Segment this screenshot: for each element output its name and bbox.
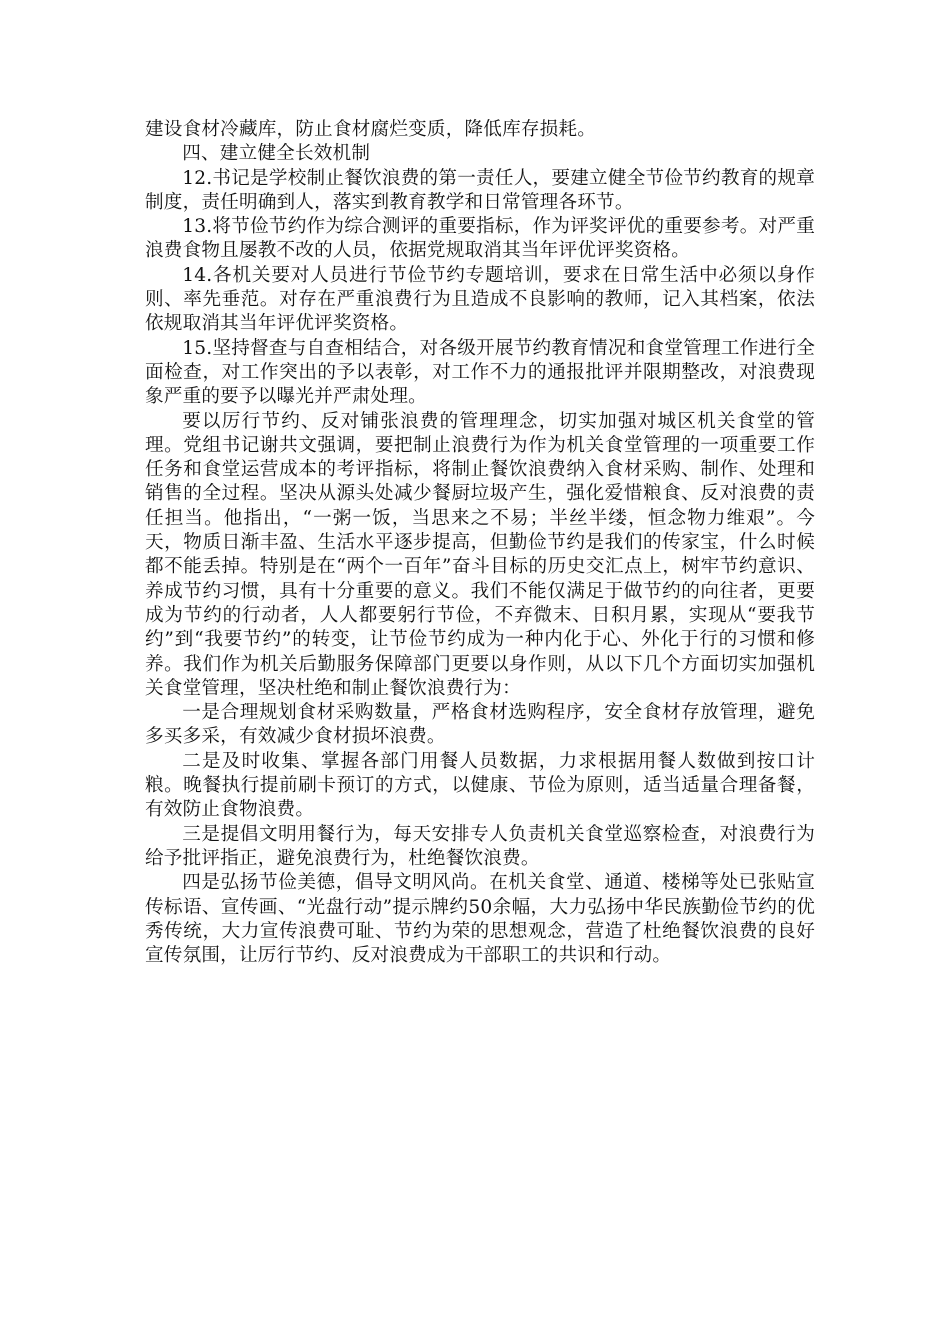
paragraph-item-12: 12.书记是学校制止餐饮浪费的第一责任人，要建立健全节俭节约教育的规章制度，责任明确到人，落实到教育教学和日常管理各环节。 [145, 167, 815, 213]
section-heading: 四、建立健全长效机制 [182, 143, 371, 165]
paragraph-measure-3: 三是提倡文明用餐行为，每天安排专人负责机关食堂巡察检查，对浪费行为给予批评指正，避免浪费行为，杜绝餐饮浪费。 [145, 823, 815, 869]
paragraph-item-13: 13.将节俭节约作为综合测评的重要指标，作为评奖评优的重要参考。对严重浪费食物且屡教不改的人员，依据党规取消其当年评优评奖资格。 [145, 216, 815, 262]
paragraph-item-15: 15.坚持督查与自查相结合，对各级开展节约教育情况和食堂管理工作进行全面检查，对工作突出的予以表彰，对工作不力的通报批评并限期整改，对浪费现象严重的要予以曝光并严肃处理。 [145, 337, 815, 408]
paragraph-measure-2: 二是及时收集、掌握各部门用餐人员数据，力求根据用餐人数做到按口计粮。晚餐执行提前刷卡预订的方式，以健康、节俭为原则，适当适量合理备餐，有效防止食物浪费。 [145, 750, 815, 821]
paragraph-canteen-management: 要以厉行节约、反对铺张浪费的管理理念，切实加强对城区机关食堂的管理。党组书记谢共文强调，要把制止浪费行为作为机关食堂管理的一项重要工作任务和食堂运营成本的考评指标，将制止餐饮浪费纳入食材采购、制作、处理和销售的全过程。坚决从源头处减少餐厨垃圾产生，强化爱惜粮食、反对浪费的责任担当。他指出，“一粥一饭，当思来之不易；半丝半缕，恒念物力维艰”。今天，物质日渐丰盈、生活水平逐步提高，但勤俭节约是我们的传家宝，什么时候都不能丢掉。特别是在“两个一百年”奋斗目标的历史交汇点上，树牢节约意识、养成节约习惯，具有十分重要的意义。我们不能仅满足于做节约的向往者，更要成为节约的行动者，人人都要躬行节俭，不弃微末、日积月累，实现从“要我节约”到“我要节约”的转变，让节俭节约成为一种内化于心、外化于行的习惯和修养。我们作为机关后勤服务保障部门更要以身作则，从以下几个方面切实加强机关食堂管理，坚决杜绝和制止餐饮浪费行为： [145, 410, 815, 699]
document-body [145, 118, 815, 968]
paragraph-continuation: 建设食材冷藏库，防止食材腐烂变质，降低库存损耗。 [145, 119, 597, 140]
paragraph-item-14: 14.各机关要对人员进行节俭节约专题培训，要求在日常生活中必须以身作则、率先垂范。对存在严重浪费行为且造成不良影响的教师，记入其档案，依法依规取消其当年评优评奖资格。 [145, 264, 815, 335]
paragraph-measure-1: 一是合理规划食材采购数量，严格食材选购程序，安全食材存放管理，避免多买多采，有效减少食材损坏浪费。 [145, 702, 815, 748]
paragraph-measure-4: 四是弘扬节俭美德，倡导文明风尚。在机关食堂、通道、楼梯等处已张贴宣传标语、宣传画、“光盘行动”提示牌约50余幅，大力弘扬中华民族勤俭节约的优秀传统，大力宣传浪费可耻、节约为荣的思想观念，营造了杜绝餐饮浪费的良好宣传氛围，让厉行节约、反对浪费成为干部职工的共识和行动。 [145, 872, 815, 967]
